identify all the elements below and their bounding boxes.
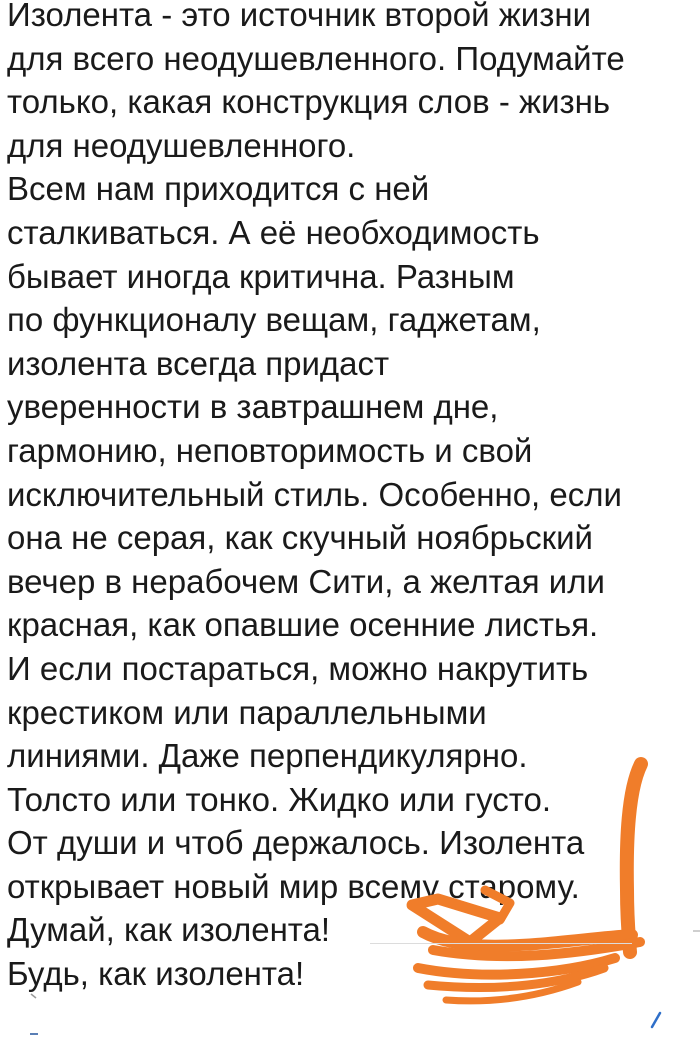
edge-scroll-mark <box>693 930 700 932</box>
message-line: уверенности в завтрашнем дне, <box>7 388 499 426</box>
message-body <box>7 0 697 996</box>
message-line: Толсто или тонко. Жидко или густо. <box>7 780 552 818</box>
message-line: по функционалу вещам, гаджетам, <box>7 301 541 339</box>
message-line: открывает новый мир всему старому. <box>7 867 580 905</box>
message-line: Изолента - это источник второй жизни <box>7 0 592 33</box>
message-line: И если постараться, можно накрутить <box>7 649 589 687</box>
chevron-right-icon[interactable] <box>646 1005 666 1031</box>
message-line: сталкиваться. А её необходимость <box>7 213 540 251</box>
message-line: исключительный стиль. Особенно, если <box>7 475 622 513</box>
message-line: изолента всегда придаст <box>7 344 390 382</box>
message-line: гармонию, неповторимость и свой <box>7 431 533 469</box>
message-line: для неодушевленного. <box>7 126 356 164</box>
message-line: От души и чтоб держалось. Изолента <box>7 824 585 862</box>
message-line: только, какая конструкция слов - жизнь <box>7 83 611 121</box>
message-line: Будь, как изолента! <box>7 955 305 993</box>
message-line: красная, как опавшие осенние листья. <box>7 606 599 644</box>
message-line: для всего неодушевленного. Подумайте <box>7 39 625 77</box>
message-line: Думай, как изолента! <box>7 911 331 949</box>
message-line: Всем нам приходится с ней <box>7 170 430 208</box>
message-line: вечер в нерабочем Сити, а желтая или <box>7 562 605 600</box>
message-line: крестиком или параллельными <box>7 693 487 731</box>
scroll-indicator-marks <box>28 990 40 1040</box>
message-line: она не серая, как скучный ноябрьский <box>7 519 593 557</box>
message-line: бывает иногда критична. Разным <box>7 257 515 295</box>
message-divider <box>370 943 632 944</box>
message-line: линиями. Даже перпендикулярно. <box>7 737 528 775</box>
